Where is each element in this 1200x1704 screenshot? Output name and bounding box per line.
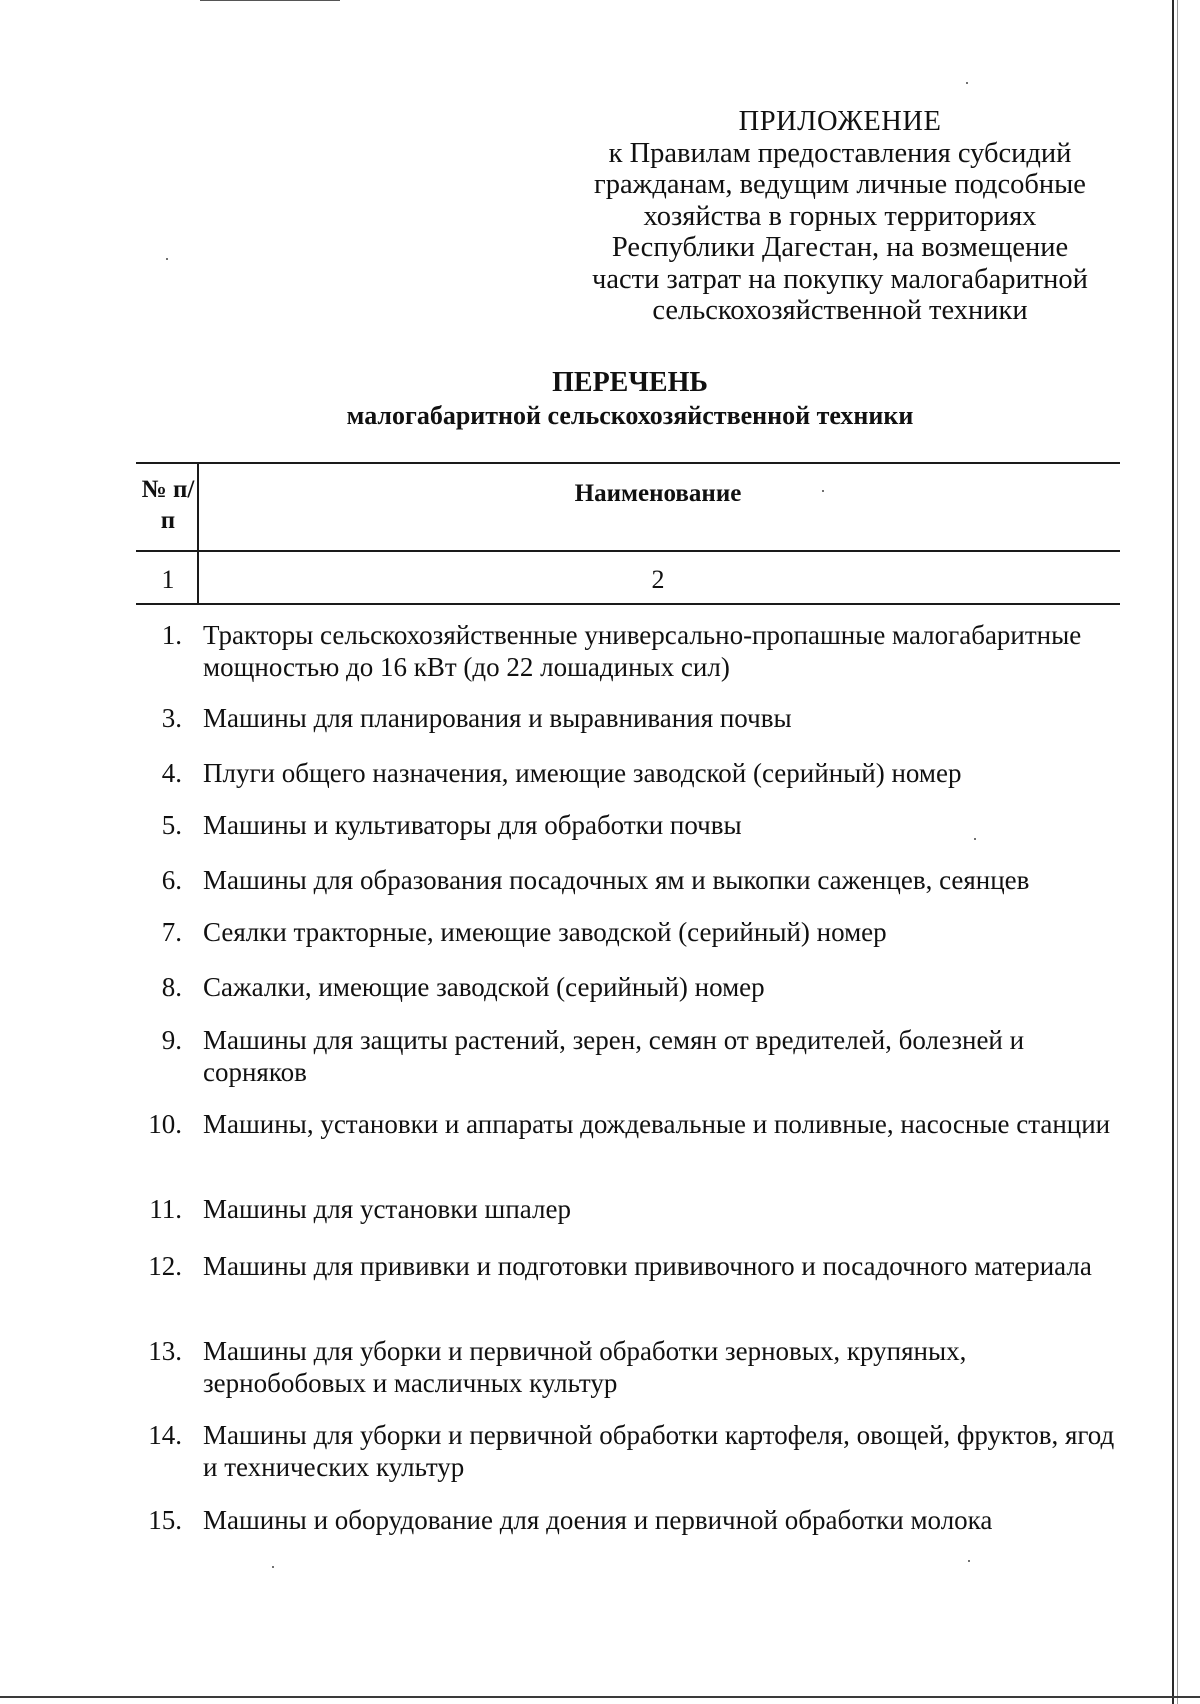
table-top-rule [136,462,1120,464]
item-number: 12. [148,1251,182,1281]
scan-speck [272,1566,274,1568]
appendix-line: гражданам, ведущим личные подсобные [594,169,1086,200]
document-title: ПЕРЕЧЕНЬ [552,367,708,398]
table-header-rule [136,550,1120,552]
scan-speck [968,1560,970,1562]
item-number: 9. [161,1025,182,1055]
item-text: Машины для уборки и первичной обработки зерновых, крупяных, зернобобовых и масличных культур [203,1336,967,1398]
item-number: 5. [161,810,182,840]
scan-edge-right-inner [1177,0,1178,1704]
scan-edge-right [1172,0,1174,1704]
appendix-line: части затрат на покупку малогабаритной [592,263,1088,295]
scan-speck [966,82,968,84]
item-number: 13. [148,1336,182,1366]
appendix-line: к Правилам предоставления субсидий [608,137,1072,169]
scan-edge-top [200,0,340,1]
table-index-cell-1: 1 [161,565,175,594]
item-text: Сажалки, имеющие заводской (серийный) номер [203,972,765,1002]
item-text: Машины для уборки и первичной обработки картофеля, овощей, фруктов, ягод и технических культур [203,1420,1115,1482]
item-text: Машины для образования посадочных ям и выкопки саженцев, сеянцев [203,865,1030,895]
item-text: Машины для защиты растений, зерен, семян от вредителей, болезней и сорняков [203,1025,1025,1087]
appendix-block [560,106,1120,327]
item-text: Машины для прививки и подготовки прививочного и посадочного материала [203,1251,1092,1281]
item-number: 11. [149,1194,182,1224]
table-bottom-rule [136,603,1120,605]
scan-edge-bottom [0,1696,1200,1698]
item-text: Машины и культиваторы для обработки почвы [203,810,742,840]
table-header-name: Наименование [574,480,742,507]
appendix-line: сельскохозяйственной техники [652,295,1028,326]
item-text: Машины для планирования и выравнивания почвы [203,703,792,733]
item-number: 7. [161,917,182,947]
item-number: 14. [148,1420,182,1450]
item-number: 10. [148,1109,182,1139]
appendix-title: ПРИЛОЖЕНИЕ [738,106,942,137]
table-header-number: № п/п [141,476,195,534]
appendix-line: Республики Дагестан, на возмещение [611,232,1069,263]
item-number: 6. [161,865,182,895]
item-number: 1. [161,620,182,650]
item-number: 15. [148,1505,182,1535]
scan-speck [166,258,168,260]
appendix-line: хозяйства в горных территориях [643,200,1037,232]
item-text: Машины и оборудование для доения и первичной обработки молока [203,1505,993,1535]
item-text: Тракторы сельскохозяйственные универсально-пропашные малогабаритные мощностью до 16 кВт (до 22 лошадиных сил) [203,620,1082,682]
item-text: Сеялки тракторные, имеющие заводской (серийный) номер [203,917,887,947]
table-index-cell-2: 2 [651,565,665,594]
item-number: 8. [161,972,182,1002]
item-number: 4. [161,758,182,788]
item-text: Плуги общего назначения, имеющие заводской (серийный) номер [203,758,962,788]
item-text: Машины для установки шпалер [203,1194,571,1224]
item-text: Машины, установки и аппараты дождевальные и поливные, насосные станции [203,1109,1111,1139]
item-number: 3. [161,703,182,733]
document-subtitle: малогабаритной сельскохозяйственной техники [346,401,914,430]
